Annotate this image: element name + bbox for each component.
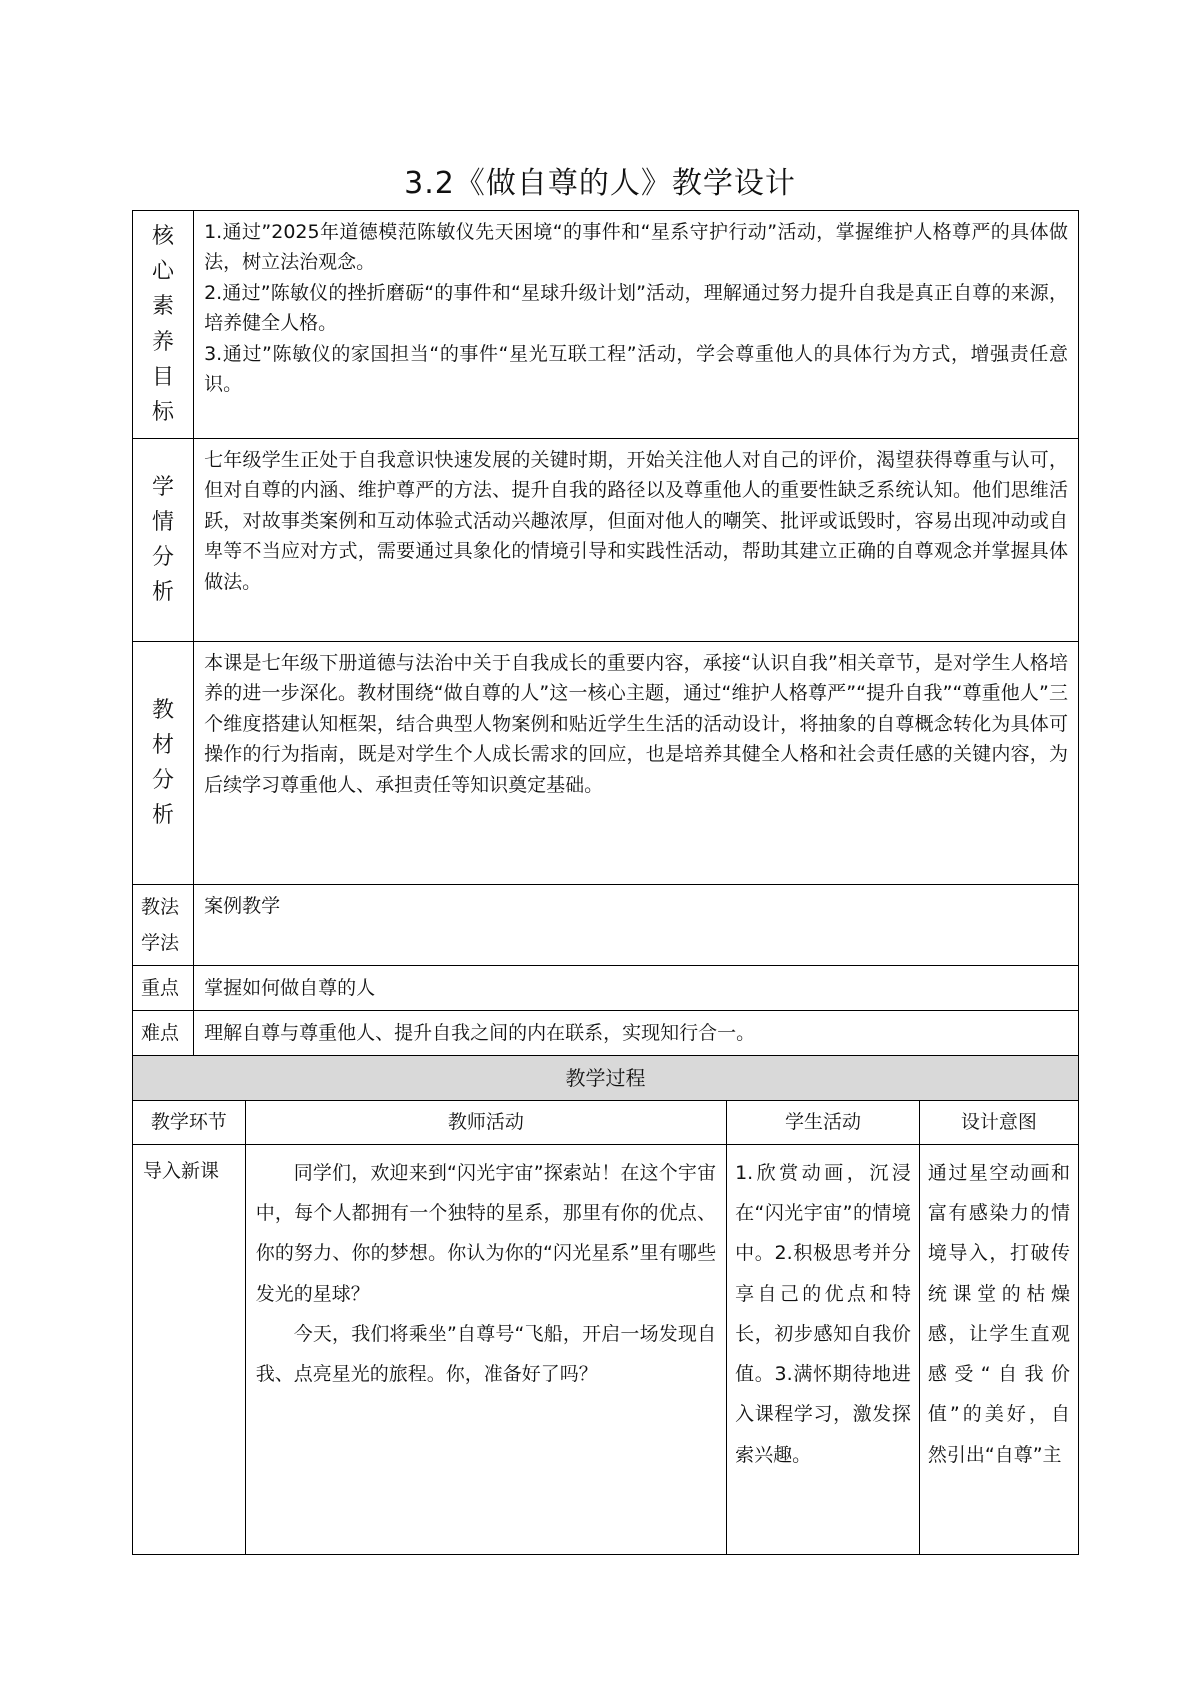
process-row-intro <box>133 1144 1079 1554</box>
row-core-goals <box>133 211 1079 439</box>
methods-label: 教法学法 <box>133 885 194 966</box>
textbook-analysis-label: 教材分析 <box>133 642 194 885</box>
core-goals-label: 核心素养目标 <box>133 211 194 439</box>
student-analysis-label: 学情分析 <box>133 439 194 642</box>
difficulty-text: 理解自尊与尊重他人、提升自我之间的内在联系，实现知行合一。 <box>194 1011 1079 1056</box>
column-header-intent: 设计意图 <box>919 1101 1078 1144</box>
difficulty-label: 难点 <box>133 1011 194 1056</box>
column-header-student: 学生活动 <box>727 1101 920 1144</box>
row-textbook-analysis <box>133 642 1079 885</box>
key-point-text: 掌握如何做自尊的人 <box>194 966 1079 1011</box>
row-student-analysis <box>133 439 1079 642</box>
core-goals-content <box>194 211 1079 439</box>
column-header-stage: 教学环节 <box>133 1101 246 1144</box>
column-header-teacher: 教师活动 <box>245 1101 726 1144</box>
page-title: 3.2《做自尊的人》教学设计 <box>404 166 796 201</box>
core-goal-item: 3.通过”陈敏仪的家国担当“的事件“星光互联工程”活动，学会尊重他人的具体行为方式，增强责任意识。 <box>204 342 1068 395</box>
process-heading: 教学过程 <box>133 1056 1079 1101</box>
methods-text: 案例教学 <box>194 885 1079 966</box>
row-process-heading <box>133 1056 1079 1101</box>
textbook-analysis-text: 本课是七年级下册道德与法治中关于自我成长的重要内容，承接“认识自我”相关章节，是对学生人格培养的进一步深化。教材围绕“做自尊的人”这一核心主题，通过“维护人格尊严”“提升自我”“尊重他人”三个维度搭建认知框架，结合典型人物案例和贴近学生生活的活动设计，将抽象的自尊概念转化为具体可操作的行为指南，既是对学生个人成长需求的回应，也是培养其健全人格和社会责任感的关键内容，为后续学习尊重他人、承担责任等知识奠定基础。 <box>194 642 1079 885</box>
row-process-columns <box>133 1101 1079 1144</box>
row-key-point <box>133 966 1079 1011</box>
design-intent-cell: 通过星空动画和富有感染力的情境导入，打破传统课堂的枯燥感，让学生直观感受“自我价值”的美好，自然引出“自尊”主 <box>919 1144 1078 1554</box>
teacher-activity-cell <box>245 1144 726 1554</box>
lesson-plan-table <box>132 210 1079 1555</box>
stage-cell: 导入新课 <box>133 1144 246 1554</box>
student-activity-cell: 1.欣赏动画，沉浸在“闪光宇宙”的情境中。2.积极思考并分享自己的优点和特长，初步感知自我价值。3.满怀期待地进入课程学习，激发探索兴趣。 <box>727 1144 920 1554</box>
teacher-paragraph: 同学们，欢迎来到“闪光宇宙”探索站！在这个宇宙中，每个人都拥有一个独特的星系，那里有你的优点、你的努力、你的梦想。你认为你的“闪光星系”里有哪些发光的星球？ <box>255 1161 717 1305</box>
row-difficulty <box>133 1011 1079 1056</box>
teacher-paragraph: 今天，我们将乘坐”自尊号“飞船，开启一场发现自我、点亮星光的旅程。你，准备好了吗？ <box>255 1322 717 1386</box>
core-goal-item: 2.通过”陈敏仪的挫折磨砺“的事件和“星球升级计划”活动，理解通过努力提升自我是真正自尊的来源，培养健全人格。 <box>204 281 1068 335</box>
key-point-label: 重点 <box>133 966 194 1011</box>
row-methods <box>133 885 1079 966</box>
core-goal-item: 1.通过”2025年道德模范陈敏仪先天困境“的事件和“星系守护行动”活动，掌握维护人格尊严的具体做法，树立法治观念。 <box>204 221 1068 274</box>
student-analysis-text: 七年级学生正处于自我意识快速发展的关键时期，开始关注他人对自己的评价，渴望获得尊重与认可，但对自尊的内涵、维护尊严的方法、提升自我的路径以及尊重他人的重要性缺乏系统认知。他们思维活跃，对故事类案例和互动体验式活动兴趣浓厚，但面对他人的嘲笑、批评或诋毁时，容易出现冲动或自卑等不当应对方式，需要通过具象化的情境引导和实践性活动，帮助其建立正确的自尊观念并掌握具体做法。 <box>194 439 1079 642</box>
